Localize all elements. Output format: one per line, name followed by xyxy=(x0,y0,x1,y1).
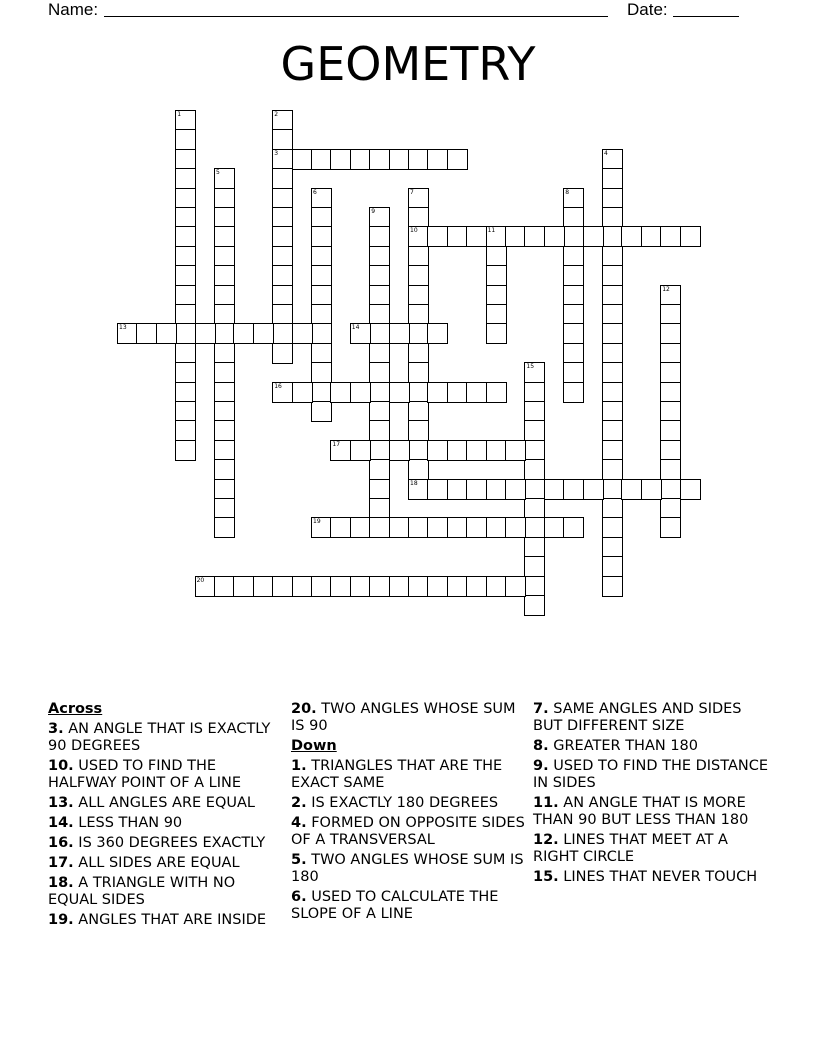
grid-cell[interactable] xyxy=(524,595,545,616)
clue-down-5: 5. TWO ANGLES WHOSE SUM IS 180 xyxy=(291,852,524,885)
grid-cell[interactable] xyxy=(272,188,293,209)
grid-cell[interactable] xyxy=(505,576,526,597)
grid-number: 14 xyxy=(351,324,360,332)
grid-cell[interactable] xyxy=(175,246,196,267)
grid-cell[interactable] xyxy=(175,168,196,189)
grid-cell[interactable] xyxy=(660,323,681,344)
grid-cell[interactable] xyxy=(272,576,293,597)
grid-cell[interactable] xyxy=(466,226,487,247)
grid-cell[interactable] xyxy=(369,304,390,325)
grid-cell[interactable] xyxy=(175,362,196,383)
clue-across-20: 20. TWO ANGLES WHOSE SUM IS 90 xyxy=(291,701,516,734)
grid-cell[interactable] xyxy=(311,362,332,383)
grid-cell[interactable] xyxy=(389,576,410,597)
grid-cell[interactable] xyxy=(427,149,448,170)
grid-cell[interactable] xyxy=(660,382,681,403)
clue-down-1: 1. TRIANGLES THAT ARE THE EXACT SAME xyxy=(291,758,503,791)
grid-cell[interactable] xyxy=(466,517,487,538)
grid-cell[interactable] xyxy=(272,226,293,247)
grid-cell[interactable] xyxy=(602,459,623,480)
clue-down-15: 15. LINES THAT NEVER TOUCH xyxy=(533,869,758,885)
grid-cell[interactable] xyxy=(253,576,274,597)
grid-cell[interactable] xyxy=(505,517,526,538)
clue-across-14: 14. LESS THAN 90 xyxy=(48,815,183,831)
grid-cell[interactable] xyxy=(214,323,235,344)
grid-cell[interactable] xyxy=(660,362,681,383)
date-label: Date: xyxy=(627,0,668,19)
grid-cell[interactable] xyxy=(408,401,429,422)
grid-cell[interactable] xyxy=(214,362,235,383)
grid-cell[interactable] xyxy=(175,149,196,170)
grid-cell[interactable] xyxy=(175,401,196,422)
clue-down-6: 6. USED TO CALCULATE THE SLOPE OF A LINE xyxy=(291,889,499,922)
grid-cell[interactable] xyxy=(136,323,157,344)
grid-cell[interactable] xyxy=(272,304,293,325)
grid-cell[interactable] xyxy=(660,420,681,441)
grid-cell[interactable] xyxy=(621,226,642,247)
grid-cell[interactable] xyxy=(175,207,196,228)
grid-cell[interactable] xyxy=(486,576,507,597)
grid-cell[interactable] xyxy=(408,285,429,306)
grid-cell[interactable] xyxy=(369,382,390,403)
grid-number: 12 xyxy=(662,285,670,293)
grid-cell[interactable] xyxy=(563,323,584,344)
grid-cell[interactable] xyxy=(563,304,584,325)
grid-cell[interactable] xyxy=(486,382,507,403)
grid-cell[interactable] xyxy=(447,149,468,170)
grid-cell[interactable] xyxy=(505,479,526,500)
grid-number: 10 xyxy=(410,227,418,235)
grid-cell[interactable] xyxy=(563,207,584,228)
grid-cell[interactable] xyxy=(330,382,351,403)
puzzle-title: GEOMETRY xyxy=(280,37,536,91)
grid-cell[interactable] xyxy=(427,479,448,500)
clue-down-11: 11. AN ANGLE THAT IS MORE THAN 90 BUT LESS THAN 180 xyxy=(533,795,749,828)
grid-number: 20 xyxy=(196,576,205,584)
grid-cell[interactable] xyxy=(311,265,332,286)
grid-cell[interactable] xyxy=(524,537,545,558)
grid-cell[interactable] xyxy=(427,440,448,461)
grid-cell[interactable] xyxy=(524,459,545,480)
grid-cell[interactable] xyxy=(214,246,235,267)
down-heading: Down xyxy=(291,738,337,754)
grid-cell[interactable] xyxy=(641,226,662,247)
grid-cell[interactable] xyxy=(505,226,526,247)
grid-cell[interactable] xyxy=(505,440,526,461)
clue-down-9: 9. USED TO FIND THE DISTANCE IN SIDES xyxy=(533,758,769,791)
grid-cell[interactable] xyxy=(311,304,332,325)
grid-cell[interactable] xyxy=(602,226,623,247)
grid-cell[interactable] xyxy=(408,265,429,286)
grid-cell[interactable] xyxy=(408,304,429,325)
grid-cell[interactable] xyxy=(660,479,681,500)
grid-cell[interactable] xyxy=(602,382,623,403)
grid-cell[interactable] xyxy=(408,246,429,267)
grid-cell[interactable] xyxy=(311,246,332,267)
grid-cell[interactable] xyxy=(214,440,235,461)
grid-cell[interactable] xyxy=(369,362,390,383)
grid-cell[interactable] xyxy=(311,401,332,422)
grid-cell[interactable] xyxy=(175,440,196,461)
grid-cell[interactable] xyxy=(175,304,196,325)
grid-cell[interactable] xyxy=(272,343,293,364)
clue-down-8: 8. GREATER THAN 180 xyxy=(533,738,698,754)
grid-cell[interactable] xyxy=(233,576,254,597)
grid-number: 16 xyxy=(274,382,282,390)
grid-cell[interactable] xyxy=(389,382,410,403)
grid-cell[interactable] xyxy=(602,285,623,306)
grid-cell[interactable] xyxy=(369,401,390,422)
grid-number: 18 xyxy=(410,479,418,487)
grid-number: 9 xyxy=(371,208,376,215)
grid-cell[interactable] xyxy=(369,285,390,306)
grid-cell[interactable] xyxy=(660,517,681,538)
grid-cell[interactable] xyxy=(486,479,507,500)
grid-cell[interactable] xyxy=(350,382,371,403)
grid-cell[interactable] xyxy=(350,517,371,538)
across-heading: Across xyxy=(48,701,103,717)
grid-cell[interactable] xyxy=(311,576,332,597)
grid-cell[interactable] xyxy=(583,479,604,500)
grid-cell[interactable] xyxy=(156,323,177,344)
grid-cell[interactable] xyxy=(602,537,623,558)
grid-number: 6 xyxy=(313,188,317,196)
grid-cell[interactable] xyxy=(602,362,623,383)
clue-across-18: 18. A TRIANGLE WITH NO EQUAL SIDES xyxy=(48,875,236,908)
grid-cell[interactable] xyxy=(563,226,584,247)
grid-cell[interactable] xyxy=(544,226,565,247)
grid-cell[interactable] xyxy=(524,498,545,519)
grid-cell[interactable] xyxy=(602,343,623,364)
grid-cell[interactable] xyxy=(602,420,623,441)
grid-number: 17 xyxy=(332,440,341,448)
grid-cell[interactable] xyxy=(272,265,293,286)
grid-cell[interactable] xyxy=(369,420,390,441)
grid-cell[interactable] xyxy=(524,576,545,597)
grid-number: 11 xyxy=(487,227,496,235)
name-label: Name: xyxy=(48,0,99,19)
grid-cell[interactable] xyxy=(214,285,235,306)
grid-cell[interactable] xyxy=(602,304,623,325)
grid-cell[interactable] xyxy=(408,459,429,480)
grid-cell[interactable] xyxy=(602,517,623,538)
grid-cell[interactable] xyxy=(233,323,254,344)
grid-cell[interactable] xyxy=(175,129,196,150)
clue-down-7: 7. SAME ANGLES AND SIDES BUT DIFFERENT SIZE xyxy=(533,701,742,734)
grid-cell[interactable] xyxy=(602,246,623,267)
grid-cell[interactable] xyxy=(563,479,584,500)
grid-number: 8 xyxy=(565,188,570,196)
grid-cell[interactable] xyxy=(680,226,701,247)
grid-cell[interactable] xyxy=(175,382,196,403)
grid-cell[interactable] xyxy=(311,343,332,364)
grid-cell[interactable] xyxy=(195,323,216,344)
grid-cell[interactable] xyxy=(369,440,390,461)
grid-cell[interactable] xyxy=(486,304,507,325)
grid-cell[interactable] xyxy=(660,304,681,325)
grid-cell[interactable] xyxy=(389,149,410,170)
grid-cell[interactable] xyxy=(369,226,390,247)
grid-number: 15 xyxy=(526,363,535,371)
grid-cell[interactable] xyxy=(447,479,468,500)
clue-across-17: 17. ALL SIDES ARE EQUAL xyxy=(48,855,240,871)
grid-cell[interactable] xyxy=(311,207,332,228)
grid-cell[interactable] xyxy=(602,323,623,344)
grid-cell[interactable] xyxy=(486,517,507,538)
grid-cell[interactable] xyxy=(563,362,584,383)
grid-cell[interactable] xyxy=(389,440,410,461)
grid-cell[interactable] xyxy=(486,265,507,286)
grid-cell[interactable] xyxy=(641,479,662,500)
grid-cell[interactable] xyxy=(175,420,196,441)
grid-number: 5 xyxy=(216,169,220,177)
grid-cell[interactable] xyxy=(369,498,390,519)
grid-cell[interactable] xyxy=(369,576,390,597)
grid-cell[interactable] xyxy=(602,479,623,500)
grid-cell[interactable] xyxy=(272,285,293,306)
grid-cell[interactable] xyxy=(214,420,235,441)
grid-cell[interactable] xyxy=(660,226,681,247)
grid-number: 3 xyxy=(274,149,279,157)
grid-cell[interactable] xyxy=(214,479,235,500)
grid-cell[interactable] xyxy=(369,343,390,364)
grid-cell[interactable] xyxy=(563,382,584,403)
grid-cell[interactable] xyxy=(602,556,623,577)
grid-cell[interactable] xyxy=(466,479,487,500)
grid-cell[interactable] xyxy=(311,323,332,344)
grid-cell[interactable] xyxy=(660,401,681,422)
grid-cell[interactable] xyxy=(602,188,623,209)
grid-cell[interactable] xyxy=(447,440,468,461)
grid-cell[interactable] xyxy=(369,246,390,267)
grid-cell[interactable] xyxy=(408,323,429,344)
grid-cell[interactable] xyxy=(427,323,448,344)
grid-cell[interactable] xyxy=(602,440,623,461)
grid-cell[interactable] xyxy=(408,420,429,441)
clue-across-3: 3. AN ANGLE THAT IS EXACTLY 90 DEGREES xyxy=(48,721,271,754)
grid-cell[interactable] xyxy=(214,517,235,538)
grid-cell[interactable] xyxy=(350,576,371,597)
grid-cell[interactable] xyxy=(175,265,196,286)
grid-cell[interactable] xyxy=(214,304,235,325)
grid-cell[interactable] xyxy=(660,343,681,364)
clue-across-10: 10. USED TO FIND THE HALFWAY POINT OF A LINE xyxy=(48,758,242,791)
grid-cell[interactable] xyxy=(563,285,584,306)
grid-cell[interactable] xyxy=(486,246,507,267)
clue-down-4: 4. FORMED ON OPPOSITE SIDES OF A TRANSVERSAL xyxy=(291,815,525,848)
grid-cell[interactable] xyxy=(602,401,623,422)
grid-cell[interactable] xyxy=(563,517,584,538)
clues-column-middle xyxy=(291,701,527,926)
grid-cell[interactable] xyxy=(524,382,545,403)
grid-number: 13 xyxy=(119,324,127,332)
grid-cell[interactable] xyxy=(272,207,293,228)
grid-cell[interactable] xyxy=(369,323,390,344)
grid-cell[interactable] xyxy=(175,285,196,306)
grid-cell[interactable] xyxy=(563,343,584,364)
grid-cell[interactable] xyxy=(175,188,196,209)
grid-cell[interactable] xyxy=(292,323,313,344)
grid-cell[interactable] xyxy=(408,576,429,597)
grid-cell[interactable] xyxy=(563,265,584,286)
grid-cell[interactable] xyxy=(214,382,235,403)
grid-cell[interactable] xyxy=(214,498,235,519)
grid-cell[interactable] xyxy=(447,382,468,403)
clue-down-2: 2. IS EXACTLY 180 DEGREES xyxy=(291,795,499,811)
grid-cell[interactable] xyxy=(486,440,507,461)
grid-number: 1 xyxy=(177,111,182,118)
grid-number: 7 xyxy=(410,188,414,196)
grid-cell[interactable] xyxy=(311,226,332,247)
grid-cell[interactable] xyxy=(350,149,371,170)
grid-cell[interactable] xyxy=(214,343,235,364)
grid-cell[interactable] xyxy=(621,479,642,500)
grid-cell[interactable] xyxy=(602,207,623,228)
grid-cell[interactable] xyxy=(272,246,293,267)
grid-cell[interactable] xyxy=(214,188,235,209)
clues-column-left xyxy=(48,701,284,932)
grid-cell[interactable] xyxy=(175,343,196,364)
grid-cell[interactable] xyxy=(408,362,429,383)
grid-cell[interactable] xyxy=(427,517,448,538)
grid-cell[interactable] xyxy=(369,459,390,480)
grid-cell[interactable] xyxy=(369,479,390,500)
grid-cell[interactable] xyxy=(214,226,235,247)
grid-cell[interactable] xyxy=(214,401,235,422)
grid-cell[interactable] xyxy=(175,226,196,247)
grid-cell[interactable] xyxy=(583,226,604,247)
grid-cell[interactable] xyxy=(330,149,351,170)
grid-cell[interactable] xyxy=(486,323,507,344)
grid-number: 19 xyxy=(313,518,321,526)
grid-cell[interactable] xyxy=(408,343,429,364)
grid-cell[interactable] xyxy=(389,517,410,538)
grid-cell[interactable] xyxy=(544,517,565,538)
grid-cell[interactable] xyxy=(447,517,468,538)
grid-cell[interactable] xyxy=(408,517,429,538)
grid-cell[interactable] xyxy=(466,576,487,597)
grid-cell[interactable] xyxy=(524,440,545,461)
grid-cell[interactable] xyxy=(408,207,429,228)
grid-cell[interactable] xyxy=(602,498,623,519)
grid-cell[interactable] xyxy=(660,459,681,480)
grid-cell[interactable] xyxy=(447,226,468,247)
grid-cell[interactable] xyxy=(253,323,274,344)
grid-cell[interactable] xyxy=(214,459,235,480)
grid-number: 4 xyxy=(604,149,608,157)
grid-cell[interactable] xyxy=(427,382,448,403)
grid-cell[interactable] xyxy=(369,517,390,538)
grid-cell[interactable] xyxy=(524,556,545,577)
grid-cell[interactable] xyxy=(330,517,351,538)
grid-cell[interactable] xyxy=(447,576,468,597)
grid-cell[interactable] xyxy=(660,498,681,519)
grid-cell[interactable] xyxy=(292,382,313,403)
grid-cell[interactable] xyxy=(369,265,390,286)
grid-cell[interactable] xyxy=(602,168,623,189)
grid-cell[interactable] xyxy=(175,323,196,344)
grid-cell[interactable] xyxy=(524,420,545,441)
grid-cell[interactable] xyxy=(214,207,235,228)
grid-cell[interactable] xyxy=(524,401,545,422)
grid-cell[interactable] xyxy=(311,382,332,403)
grid-cell[interactable] xyxy=(602,265,623,286)
grid-cell[interactable] xyxy=(311,285,332,306)
grid-cell[interactable] xyxy=(214,576,235,597)
clue-across-16: 16. IS 360 DEGREES EXACTLY xyxy=(48,835,266,851)
grid-cell[interactable] xyxy=(680,479,701,500)
grid-cell[interactable] xyxy=(311,149,332,170)
grid-cell[interactable] xyxy=(330,576,351,597)
grid-cell[interactable] xyxy=(214,265,235,286)
grid-cell[interactable] xyxy=(427,226,448,247)
grid-cell[interactable] xyxy=(369,149,390,170)
grid-cell[interactable] xyxy=(544,479,565,500)
clue-down-12: 12. LINES THAT MEET AT A RIGHT CIRCLE xyxy=(533,832,728,865)
clue-across-13: 13. ALL ANGLES ARE EQUAL xyxy=(48,795,255,811)
grid-cell[interactable] xyxy=(272,323,293,344)
grid-cell[interactable] xyxy=(660,440,681,461)
grid-cell[interactable] xyxy=(389,323,410,344)
grid-cell[interactable] xyxy=(408,440,429,461)
grid-cell[interactable] xyxy=(524,479,545,500)
grid-cell[interactable] xyxy=(272,168,293,189)
grid-cell[interactable] xyxy=(292,149,313,170)
grid-cell[interactable] xyxy=(524,517,545,538)
grid-cell[interactable] xyxy=(602,576,623,597)
clue-across-19: 19. ANGLES THAT ARE INSIDE xyxy=(48,912,267,928)
grid-cell[interactable] xyxy=(350,440,371,461)
grid-cell[interactable] xyxy=(408,149,429,170)
grid-cell[interactable] xyxy=(466,440,487,461)
grid-cell[interactable] xyxy=(408,382,429,403)
grid-number: 2 xyxy=(274,111,279,118)
grid-cell[interactable] xyxy=(486,285,507,306)
grid-cell[interactable] xyxy=(466,382,487,403)
clues-column-right xyxy=(533,701,773,889)
grid-cell[interactable] xyxy=(427,576,448,597)
grid-cell[interactable] xyxy=(524,226,545,247)
grid-cell[interactable] xyxy=(292,576,313,597)
grid-cell[interactable] xyxy=(272,129,293,150)
grid-cell[interactable] xyxy=(563,246,584,267)
